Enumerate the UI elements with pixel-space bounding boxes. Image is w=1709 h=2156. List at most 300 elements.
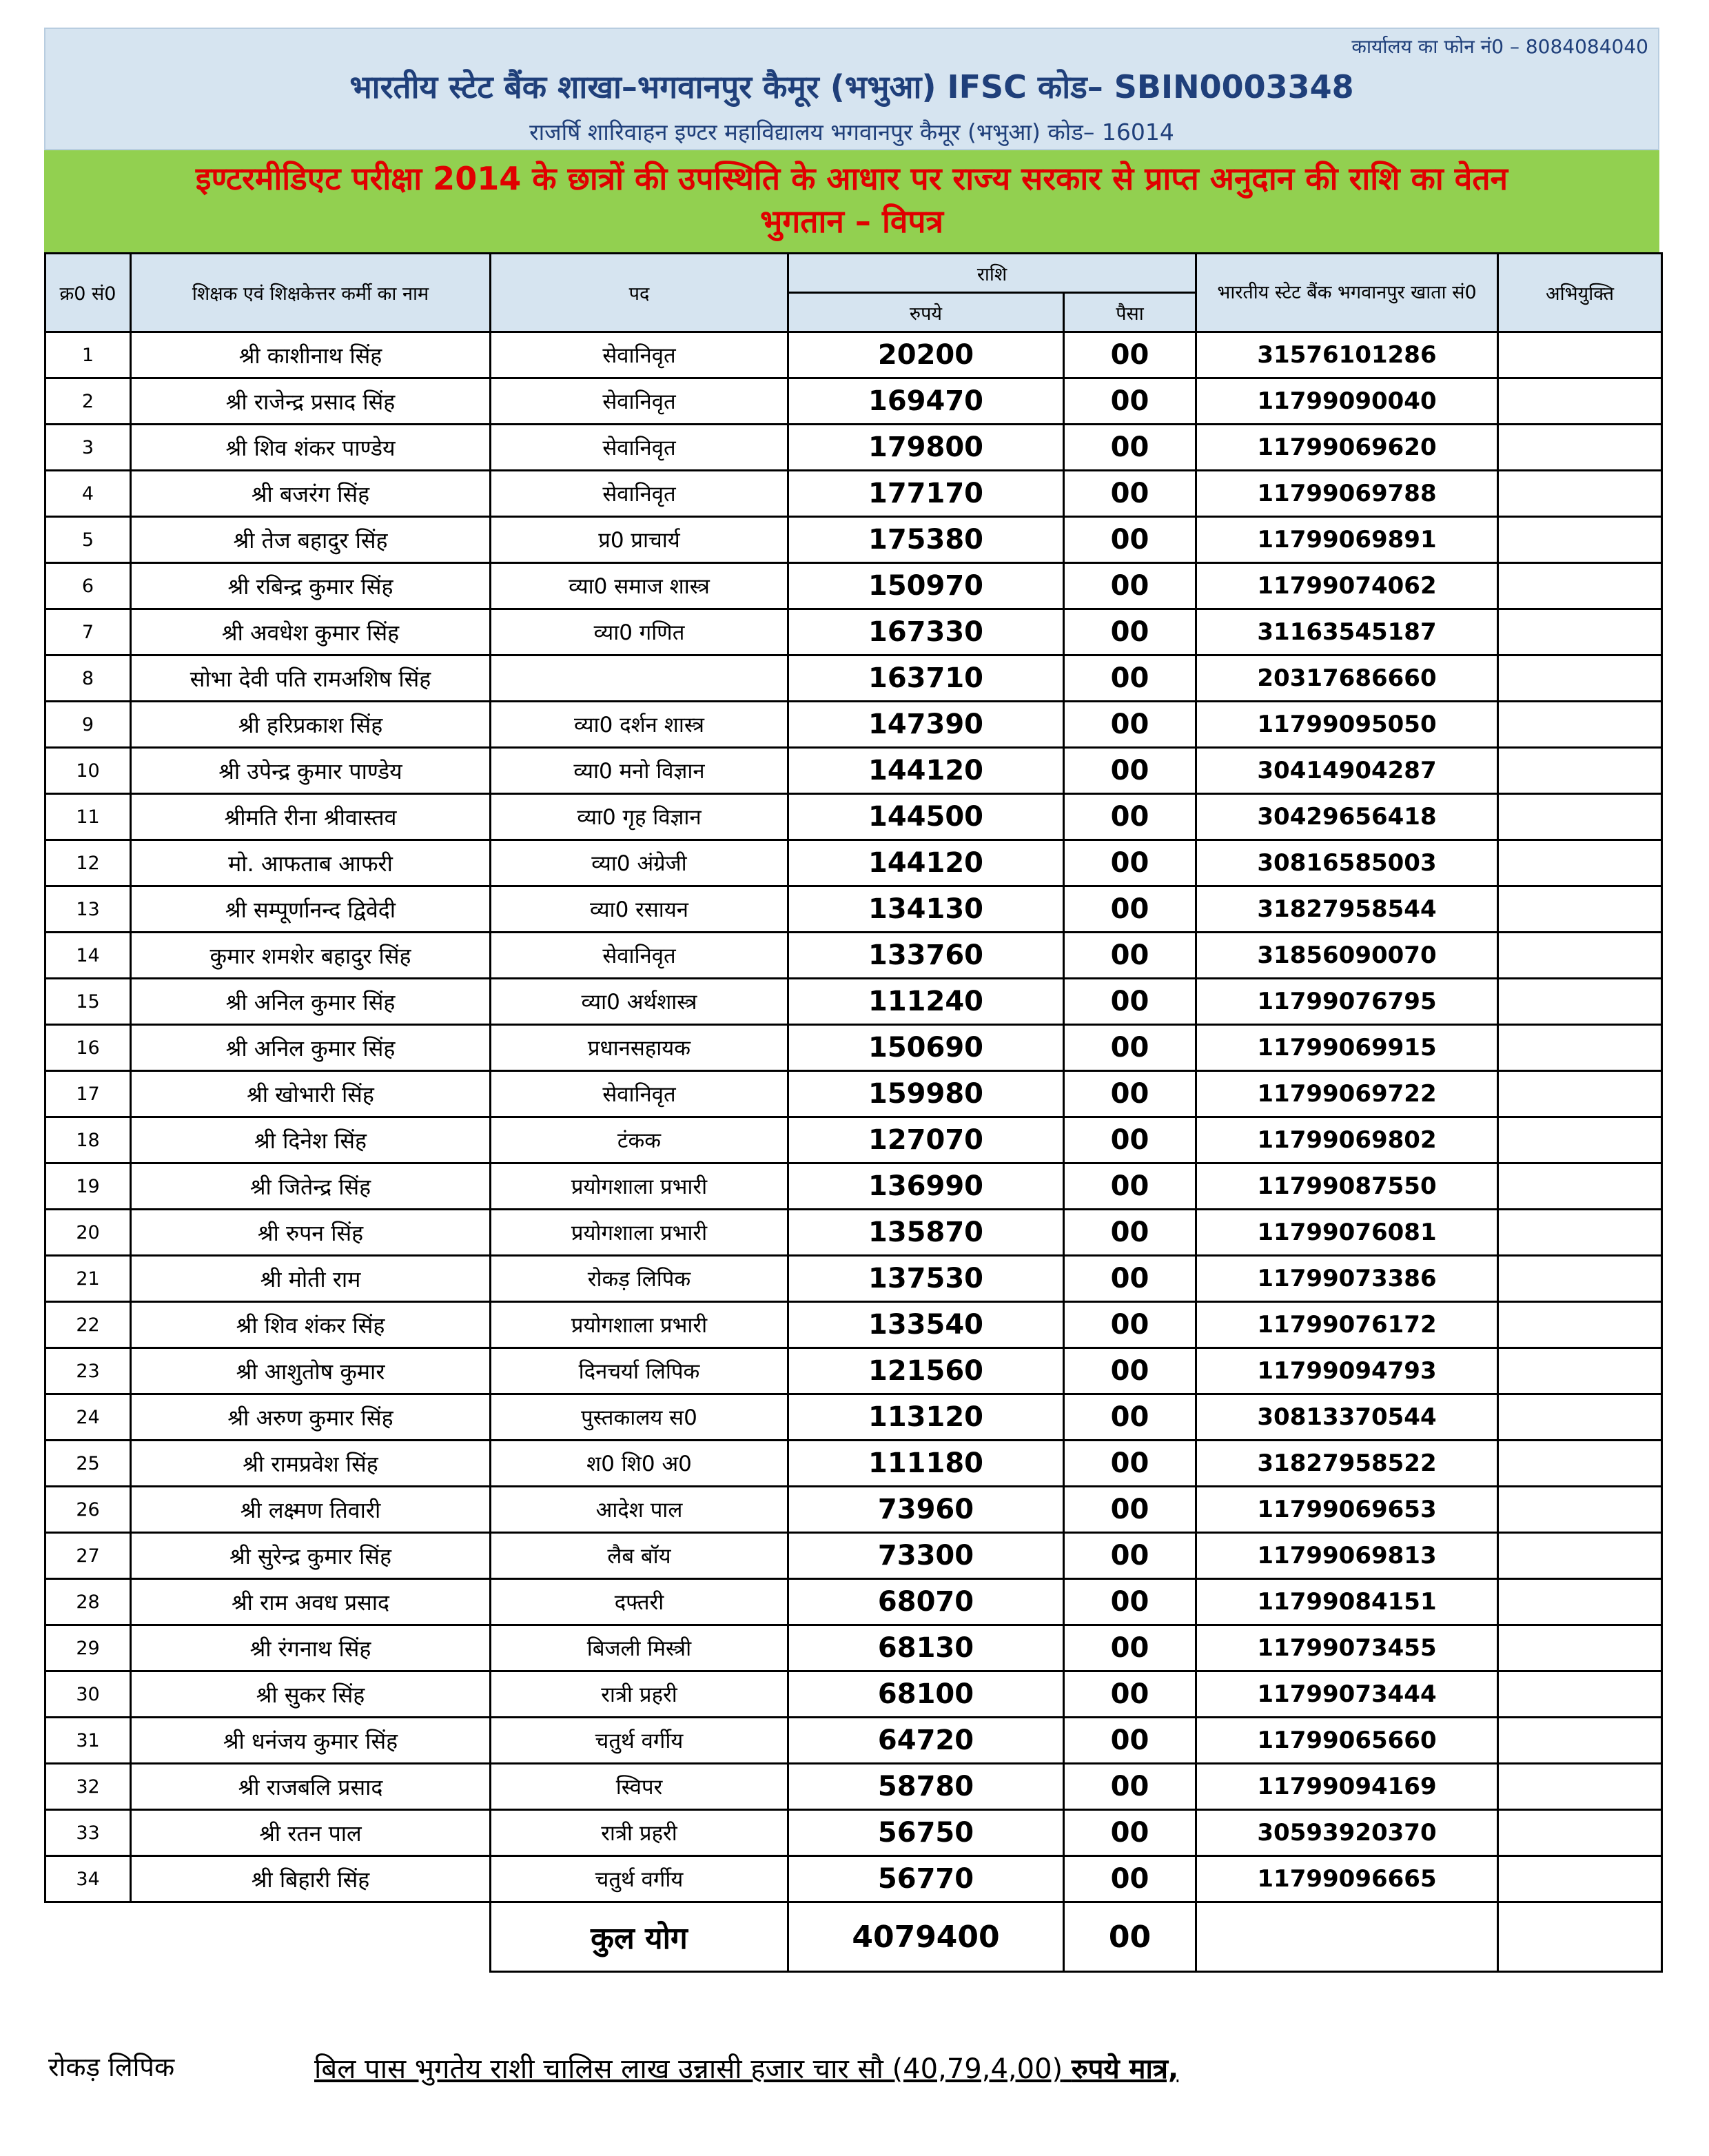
remarks-cell xyxy=(1498,1764,1662,1810)
account-cell: 11799074062 xyxy=(1196,563,1498,609)
paise-cell: 00 xyxy=(1064,1117,1196,1163)
rupees-cell: 127070 xyxy=(788,1117,1064,1163)
paise-cell: 00 xyxy=(1064,332,1196,378)
post-cell: व्या0 रसायन xyxy=(491,886,788,933)
serial-cell: 34 xyxy=(45,1856,131,1902)
account-cell: 11799096665 xyxy=(1196,1856,1498,1902)
rupees-cell: 134130 xyxy=(788,886,1064,933)
account-cell: 31827958522 xyxy=(1196,1441,1498,1487)
rupees-cell: 147390 xyxy=(788,702,1064,748)
table-row xyxy=(45,1302,1662,1348)
remarks-cell xyxy=(1498,378,1662,425)
remarks-cell xyxy=(1498,655,1662,702)
remarks-cell xyxy=(1498,1487,1662,1533)
remarks-cell xyxy=(1498,1718,1662,1764)
account-cell: 11799076081 xyxy=(1196,1210,1498,1256)
rupees-cell: 133760 xyxy=(788,933,1064,979)
post-cell: रात्री प्रहरी xyxy=(491,1671,788,1718)
paise-cell: 00 xyxy=(1064,1718,1196,1764)
name-cell: श्री बजरंग सिंह xyxy=(131,471,491,517)
paise-cell: 00 xyxy=(1064,1810,1196,1856)
rupees-cell: 68070 xyxy=(788,1579,1064,1625)
paise-cell: 00 xyxy=(1064,1256,1196,1302)
remarks-cell xyxy=(1498,1210,1662,1256)
serial-cell: 19 xyxy=(45,1163,131,1210)
name-cell: श्री अनिल कुमार सिंह xyxy=(131,1025,491,1071)
table-row xyxy=(45,979,1662,1025)
remarks-cell xyxy=(1498,1071,1662,1117)
account-cell: 30593920370 xyxy=(1196,1810,1498,1856)
paise-cell: 00 xyxy=(1064,378,1196,425)
post-cell: सेवानिवृत xyxy=(491,425,788,471)
name-cell: श्री रतन पाल xyxy=(131,1810,491,1856)
serial-cell: 32 xyxy=(45,1764,131,1810)
post-cell: टंकक xyxy=(491,1117,788,1163)
total-paise: 00 xyxy=(1064,1902,1196,1972)
paise-cell: 00 xyxy=(1064,655,1196,702)
table-row xyxy=(45,1394,1662,1441)
total-blank-cell xyxy=(45,1902,491,1972)
paise-cell: 00 xyxy=(1064,1671,1196,1718)
paise-cell: 00 xyxy=(1064,1533,1196,1579)
remarks-cell xyxy=(1498,1671,1662,1718)
serial-cell: 24 xyxy=(45,1394,131,1441)
total-row xyxy=(45,1902,1662,1972)
serial-cell: 27 xyxy=(45,1533,131,1579)
bill-suffix: रुपये मात्र, xyxy=(1071,2053,1179,2085)
paise-cell: 00 xyxy=(1064,1302,1196,1348)
post-cell: सेवानिवृत xyxy=(491,378,788,425)
account-cell: 11799094169 xyxy=(1196,1764,1498,1810)
table-row xyxy=(45,563,1662,609)
rupees-cell: 150970 xyxy=(788,563,1064,609)
title-band xyxy=(44,150,1659,252)
table-row xyxy=(45,425,1662,471)
serial-cell: 20 xyxy=(45,1210,131,1256)
remarks-cell xyxy=(1498,794,1662,840)
remarks-cell xyxy=(1498,840,1662,886)
serial-cell: 8 xyxy=(45,655,131,702)
serial-cell: 15 xyxy=(45,979,131,1025)
rupees-cell: 136990 xyxy=(788,1163,1064,1210)
serial-cell: 31 xyxy=(45,1718,131,1764)
rupees-cell: 68130 xyxy=(788,1625,1064,1671)
serial-cell: 1 xyxy=(45,332,131,378)
rupees-cell: 179800 xyxy=(788,425,1064,471)
serial-cell: 29 xyxy=(45,1625,131,1671)
rupees-cell: 58780 xyxy=(788,1764,1064,1810)
account-cell: 11799069915 xyxy=(1196,1025,1498,1071)
paise-cell: 00 xyxy=(1064,1163,1196,1210)
rupees-cell: 56770 xyxy=(788,1856,1064,1902)
rupees-cell: 150690 xyxy=(788,1025,1064,1071)
remarks-cell xyxy=(1498,702,1662,748)
post-cell: रात्री प्रहरी xyxy=(491,1810,788,1856)
name-cell: श्री शिव शंकर पाण्डेय xyxy=(131,425,491,471)
table-row xyxy=(45,1533,1662,1579)
remarks-cell xyxy=(1498,609,1662,655)
rupees-cell: 111180 xyxy=(788,1441,1064,1487)
account-cell: 31576101286 xyxy=(1196,332,1498,378)
table-row xyxy=(45,933,1662,979)
post-cell: दिनचर्या लिपिक xyxy=(491,1348,788,1394)
name-cell: सोभा देवी पति रामअशिष सिंह xyxy=(131,655,491,702)
office-phone: कार्यालय का फोन नं0 – 8084084040 xyxy=(1351,35,1648,58)
remarks-cell xyxy=(1498,933,1662,979)
paise-cell: 00 xyxy=(1064,1441,1196,1487)
post-cell: बिजली मिस्त्री xyxy=(491,1625,788,1671)
table-row xyxy=(45,702,1662,748)
paise-cell: 00 xyxy=(1064,933,1196,979)
name-cell: श्री लक्ष्मण तिवारी xyxy=(131,1487,491,1533)
paise-cell: 00 xyxy=(1064,1071,1196,1117)
bank-line: भारतीय स्टेट बैंक शाखा–भगवानपुर कैमूर (भभुआ) IFSC कोड– SBIN0003348 xyxy=(349,68,1354,105)
remarks-cell xyxy=(1498,332,1662,378)
table-row xyxy=(45,1348,1662,1394)
account-cell: 11799073386 xyxy=(1196,1256,1498,1302)
post-cell: सेवानिवृत xyxy=(491,1071,788,1117)
account-cell: 11799069813 xyxy=(1196,1533,1498,1579)
name-cell: श्री राम अवध प्रसाद xyxy=(131,1579,491,1625)
table-row xyxy=(45,1810,1662,1856)
rupees-cell: 163710 xyxy=(788,655,1064,702)
account-cell: 31856090070 xyxy=(1196,933,1498,979)
table-row xyxy=(45,1856,1662,1902)
salary-table xyxy=(44,252,1663,1973)
rupees-cell: 169470 xyxy=(788,378,1064,425)
post-cell xyxy=(491,655,788,702)
name-cell: श्री उपेन्द्र कुमार पाण्डेय xyxy=(131,748,491,794)
post-cell: पुस्तकालय स0 xyxy=(491,1394,788,1441)
paise-cell: 00 xyxy=(1064,748,1196,794)
total-rupees: 4079400 xyxy=(788,1902,1064,1972)
remarks-cell xyxy=(1498,1302,1662,1348)
serial-cell: 7 xyxy=(45,609,131,655)
college-line: राजर्षि शारिवाहन इण्टर महाविद्यालय भगवानपुर कैमूर (भभुआ) कोड– 16014 xyxy=(529,119,1174,145)
paise-cell: 00 xyxy=(1064,979,1196,1025)
paise-cell: 00 xyxy=(1064,794,1196,840)
header-paise: पैसा xyxy=(1064,293,1196,332)
table-row xyxy=(45,1625,1662,1671)
name-cell: श्री आशुतोष कुमार xyxy=(131,1348,491,1394)
name-cell: श्री राजेन्द्र प्रसाद सिंह xyxy=(131,378,491,425)
account-cell: 31827958544 xyxy=(1196,886,1498,933)
post-cell: व्या0 दर्शन शास्त्र xyxy=(491,702,788,748)
remarks-cell xyxy=(1498,748,1662,794)
post-cell: आदेश पाल xyxy=(491,1487,788,1533)
table-row xyxy=(45,517,1662,563)
name-cell: कुमार शमशेर बहादुर सिंह xyxy=(131,933,491,979)
rupees-cell: 144120 xyxy=(788,840,1064,886)
account-cell: 11799095050 xyxy=(1196,702,1498,748)
name-cell: श्रीमति रीना श्रीवास्तव xyxy=(131,794,491,840)
paise-cell: 00 xyxy=(1064,840,1196,886)
rupees-cell: 56750 xyxy=(788,1810,1064,1856)
footer-bill-statement xyxy=(314,2048,1178,2086)
account-cell: 11799084151 xyxy=(1196,1579,1498,1625)
serial-cell: 3 xyxy=(45,425,131,471)
paise-cell: 00 xyxy=(1064,1025,1196,1071)
post-cell: व्या0 अंग्रेजी xyxy=(491,840,788,886)
post-cell: प्रयोगशाला प्रभारी xyxy=(491,1210,788,1256)
account-cell: 11799069620 xyxy=(1196,425,1498,471)
paise-cell: 00 xyxy=(1064,1487,1196,1533)
post-cell: व्या0 अर्थशास्त्र xyxy=(491,979,788,1025)
account-cell: 11799094793 xyxy=(1196,1348,1498,1394)
table-row xyxy=(45,655,1662,702)
name-cell: श्री तेज बहादुर सिंह xyxy=(131,517,491,563)
account-cell: 11799069722 xyxy=(1196,1071,1498,1117)
serial-cell: 10 xyxy=(45,748,131,794)
header-post: पद xyxy=(491,254,788,332)
account-cell: 30429656418 xyxy=(1196,794,1498,840)
post-cell: स्विपर xyxy=(491,1764,788,1810)
name-cell: श्री रंगनाथ सिंह xyxy=(131,1625,491,1671)
paise-cell: 00 xyxy=(1064,1394,1196,1441)
serial-cell: 30 xyxy=(45,1671,131,1718)
table-row xyxy=(45,1163,1662,1210)
post-cell: सेवानिवृत xyxy=(491,933,788,979)
table-row xyxy=(45,840,1662,886)
table-row xyxy=(45,1671,1662,1718)
remarks-cell xyxy=(1498,1348,1662,1394)
table-row xyxy=(45,794,1662,840)
table-row xyxy=(45,471,1662,517)
post-cell: व्या0 गृह विज्ञान xyxy=(491,794,788,840)
remarks-cell xyxy=(1498,471,1662,517)
remarks-cell xyxy=(1498,1394,1662,1441)
serial-cell: 5 xyxy=(45,517,131,563)
paise-cell: 00 xyxy=(1064,563,1196,609)
name-cell: श्री सुकर सिंह xyxy=(131,1671,491,1718)
rupees-cell: 113120 xyxy=(788,1394,1064,1441)
serial-cell: 17 xyxy=(45,1071,131,1117)
table-row xyxy=(45,1210,1662,1256)
paise-cell: 00 xyxy=(1064,517,1196,563)
remarks-cell xyxy=(1498,1163,1662,1210)
name-cell: श्री हरिप्रकाश सिंह xyxy=(131,702,491,748)
name-cell: मो. आफताब आफरी xyxy=(131,840,491,886)
remarks-cell xyxy=(1498,425,1662,471)
serial-cell: 4 xyxy=(45,471,131,517)
paise-cell: 00 xyxy=(1064,886,1196,933)
post-cell: व्या0 समाज शास्त्र xyxy=(491,563,788,609)
header-amount: राशि xyxy=(788,254,1196,293)
serial-cell: 6 xyxy=(45,563,131,609)
account-cell: 11799090040 xyxy=(1196,378,1498,425)
account-cell: 31163545187 xyxy=(1196,609,1498,655)
name-cell: श्री दिनेश सिंह xyxy=(131,1117,491,1163)
name-cell: श्री अरुण कुमार सिंह xyxy=(131,1394,491,1441)
rupees-cell: 133540 xyxy=(788,1302,1064,1348)
table-row xyxy=(45,1487,1662,1533)
account-cell: 11799069802 xyxy=(1196,1117,1498,1163)
paise-cell: 00 xyxy=(1064,425,1196,471)
name-cell: श्री खोभारी सिंह xyxy=(131,1071,491,1117)
remarks-cell xyxy=(1498,563,1662,609)
table-row xyxy=(45,609,1662,655)
account-cell: 11799073455 xyxy=(1196,1625,1498,1671)
account-cell: 30813370544 xyxy=(1196,1394,1498,1441)
bill-text: बिल पास भुगतेय राशी चालिस लाख उन्नासी हजार चार सौ (40,79,4,00) xyxy=(314,2053,1063,2085)
post-cell: सेवानिवृत xyxy=(491,332,788,378)
paise-cell: 00 xyxy=(1064,1764,1196,1810)
name-cell: श्री सम्पूर्णानन्द द्विवेदी xyxy=(131,886,491,933)
account-cell: 11799069788 xyxy=(1196,471,1498,517)
rupees-cell: 73300 xyxy=(788,1533,1064,1579)
rupees-cell: 20200 xyxy=(788,332,1064,378)
document-title xyxy=(58,157,1646,243)
post-cell: चतुर्थ वर्गीय xyxy=(491,1856,788,1902)
total-label: कुल योग xyxy=(491,1902,788,1972)
header-remarks: अभियुक्ति xyxy=(1498,254,1662,332)
rupees-cell: 137530 xyxy=(788,1256,1064,1302)
title-line-1: इण्टरमीडिएट परीक्षा 2014 के छात्रों की उपस्थिति के आधार पर राज्य सरकार से प्राप्त अनुदान की राशि का वेतन xyxy=(195,160,1508,197)
rupees-cell: 64720 xyxy=(788,1718,1064,1764)
rupees-cell: 167330 xyxy=(788,609,1064,655)
table-row xyxy=(45,378,1662,425)
name-cell: श्री राजबलि प्रसाद xyxy=(131,1764,491,1810)
serial-cell: 16 xyxy=(45,1025,131,1071)
title-line-2: भुगतान – विपत्र xyxy=(760,203,943,240)
paise-cell: 00 xyxy=(1064,702,1196,748)
serial-cell: 28 xyxy=(45,1579,131,1625)
rupees-cell: 144500 xyxy=(788,794,1064,840)
account-cell: 11799073444 xyxy=(1196,1671,1498,1718)
table-row xyxy=(45,1025,1662,1071)
post-cell: व्या0 मनो विज्ञान xyxy=(491,748,788,794)
post-cell: प्रयोगशाला प्रभारी xyxy=(491,1302,788,1348)
serial-cell: 11 xyxy=(45,794,131,840)
rupees-cell: 68100 xyxy=(788,1671,1064,1718)
remarks-cell xyxy=(1498,1117,1662,1163)
name-cell: श्री बिहारी सिंह xyxy=(131,1856,491,1902)
remarks-cell xyxy=(1498,1810,1662,1856)
post-cell: रोकड़ लिपिक xyxy=(491,1256,788,1302)
remarks-cell xyxy=(1498,1025,1662,1071)
paise-cell: 00 xyxy=(1064,609,1196,655)
header-rupees: रुपये xyxy=(788,293,1064,332)
remarks-cell xyxy=(1498,886,1662,933)
post-cell: व्या0 गणित xyxy=(491,609,788,655)
header-account: भारतीय स्टेट बैंक भगवानपुर खाता सं0 xyxy=(1196,254,1498,332)
table-row xyxy=(45,1071,1662,1117)
table-row xyxy=(45,1718,1662,1764)
rupees-cell: 111240 xyxy=(788,979,1064,1025)
header-name: शिक्षक एवं शिक्षकेत्तर कर्मी का नाम xyxy=(131,254,491,332)
total-remarks-cell xyxy=(1498,1902,1662,1972)
table-row xyxy=(45,1764,1662,1810)
remarks-cell xyxy=(1498,1579,1662,1625)
paise-cell: 00 xyxy=(1064,1625,1196,1671)
serial-cell: 12 xyxy=(45,840,131,886)
account-cell: 30414904287 xyxy=(1196,748,1498,794)
account-cell: 11799069653 xyxy=(1196,1487,1498,1533)
serial-cell: 14 xyxy=(45,933,131,979)
rupees-cell: 73960 xyxy=(788,1487,1064,1533)
name-cell: श्री रामप्रवेश सिंह xyxy=(131,1441,491,1487)
name-cell: श्री सुरेन्द्र कुमार सिंह xyxy=(131,1533,491,1579)
rupees-cell: 135870 xyxy=(788,1210,1064,1256)
remarks-cell xyxy=(1498,517,1662,563)
footer-cashier-label: रोकड़ लिपिक xyxy=(48,2052,175,2082)
serial-cell: 25 xyxy=(45,1441,131,1487)
name-cell: श्री मोती राम xyxy=(131,1256,491,1302)
rupees-cell: 175380 xyxy=(788,517,1064,563)
name-cell: श्री शिव शंकर सिंह xyxy=(131,1302,491,1348)
table-row xyxy=(45,886,1662,933)
name-cell: श्री अवधेश कुमार सिंह xyxy=(131,609,491,655)
post-cell: लैब बॉय xyxy=(491,1533,788,1579)
rupees-cell: 144120 xyxy=(788,748,1064,794)
account-cell: 20317686660 xyxy=(1196,655,1498,702)
table-row xyxy=(45,1117,1662,1163)
post-cell: चतुर्थ वर्गीय xyxy=(491,1718,788,1764)
serial-cell: 18 xyxy=(45,1117,131,1163)
header-serial: क्र0 सं0 xyxy=(45,254,131,332)
table-row xyxy=(45,332,1662,378)
post-cell: दफ्तरी xyxy=(491,1579,788,1625)
account-cell: 11799069891 xyxy=(1196,517,1498,563)
table-row xyxy=(45,1579,1662,1625)
table-row xyxy=(45,1256,1662,1302)
serial-cell: 33 xyxy=(45,1810,131,1856)
post-cell: प्रधानसहायक xyxy=(491,1025,788,1071)
post-cell: प्र0 प्राचार्य xyxy=(491,517,788,563)
post-cell: श0 शि0 अ0 xyxy=(491,1441,788,1487)
remarks-cell xyxy=(1498,1856,1662,1902)
rupees-cell: 159980 xyxy=(788,1071,1064,1117)
account-cell: 11799065660 xyxy=(1196,1718,1498,1764)
name-cell: श्री जितेन्द्र सिंह xyxy=(131,1163,491,1210)
serial-cell: 22 xyxy=(45,1302,131,1348)
post-cell: सेवानिवृत xyxy=(491,471,788,517)
table-row xyxy=(45,1441,1662,1487)
serial-cell: 13 xyxy=(45,886,131,933)
paise-cell: 00 xyxy=(1064,471,1196,517)
paise-cell: 00 xyxy=(1064,1856,1196,1902)
name-cell: श्री धनंजय कुमार सिंह xyxy=(131,1718,491,1764)
serial-cell: 2 xyxy=(45,378,131,425)
post-cell: प्रयोगशाला प्रभारी xyxy=(491,1163,788,1210)
rupees-cell: 177170 xyxy=(788,471,1064,517)
header-band xyxy=(44,28,1659,150)
table-row xyxy=(45,748,1662,794)
serial-cell: 23 xyxy=(45,1348,131,1394)
total-account-cell xyxy=(1196,1902,1498,1972)
paise-cell: 00 xyxy=(1064,1579,1196,1625)
name-cell: श्री अनिल कुमार सिंह xyxy=(131,979,491,1025)
rupees-cell: 121560 xyxy=(788,1348,1064,1394)
table-body xyxy=(45,332,1662,1972)
paise-cell: 00 xyxy=(1064,1348,1196,1394)
name-cell: श्री रबिन्द्र कुमार सिंह xyxy=(131,563,491,609)
remarks-cell xyxy=(1498,1441,1662,1487)
remarks-cell xyxy=(1498,1256,1662,1302)
name-cell: श्री रुपन सिंह xyxy=(131,1210,491,1256)
remarks-cell xyxy=(1498,1625,1662,1671)
account-cell: 30816585003 xyxy=(1196,840,1498,886)
name-cell: श्री काशीनाथ सिंह xyxy=(131,332,491,378)
remarks-cell xyxy=(1498,1533,1662,1579)
account-cell: 11799087550 xyxy=(1196,1163,1498,1210)
serial-cell: 21 xyxy=(45,1256,131,1302)
account-cell: 11799076172 xyxy=(1196,1302,1498,1348)
serial-cell: 9 xyxy=(45,702,131,748)
account-cell: 11799076795 xyxy=(1196,979,1498,1025)
paise-cell: 00 xyxy=(1064,1210,1196,1256)
remarks-cell xyxy=(1498,979,1662,1025)
